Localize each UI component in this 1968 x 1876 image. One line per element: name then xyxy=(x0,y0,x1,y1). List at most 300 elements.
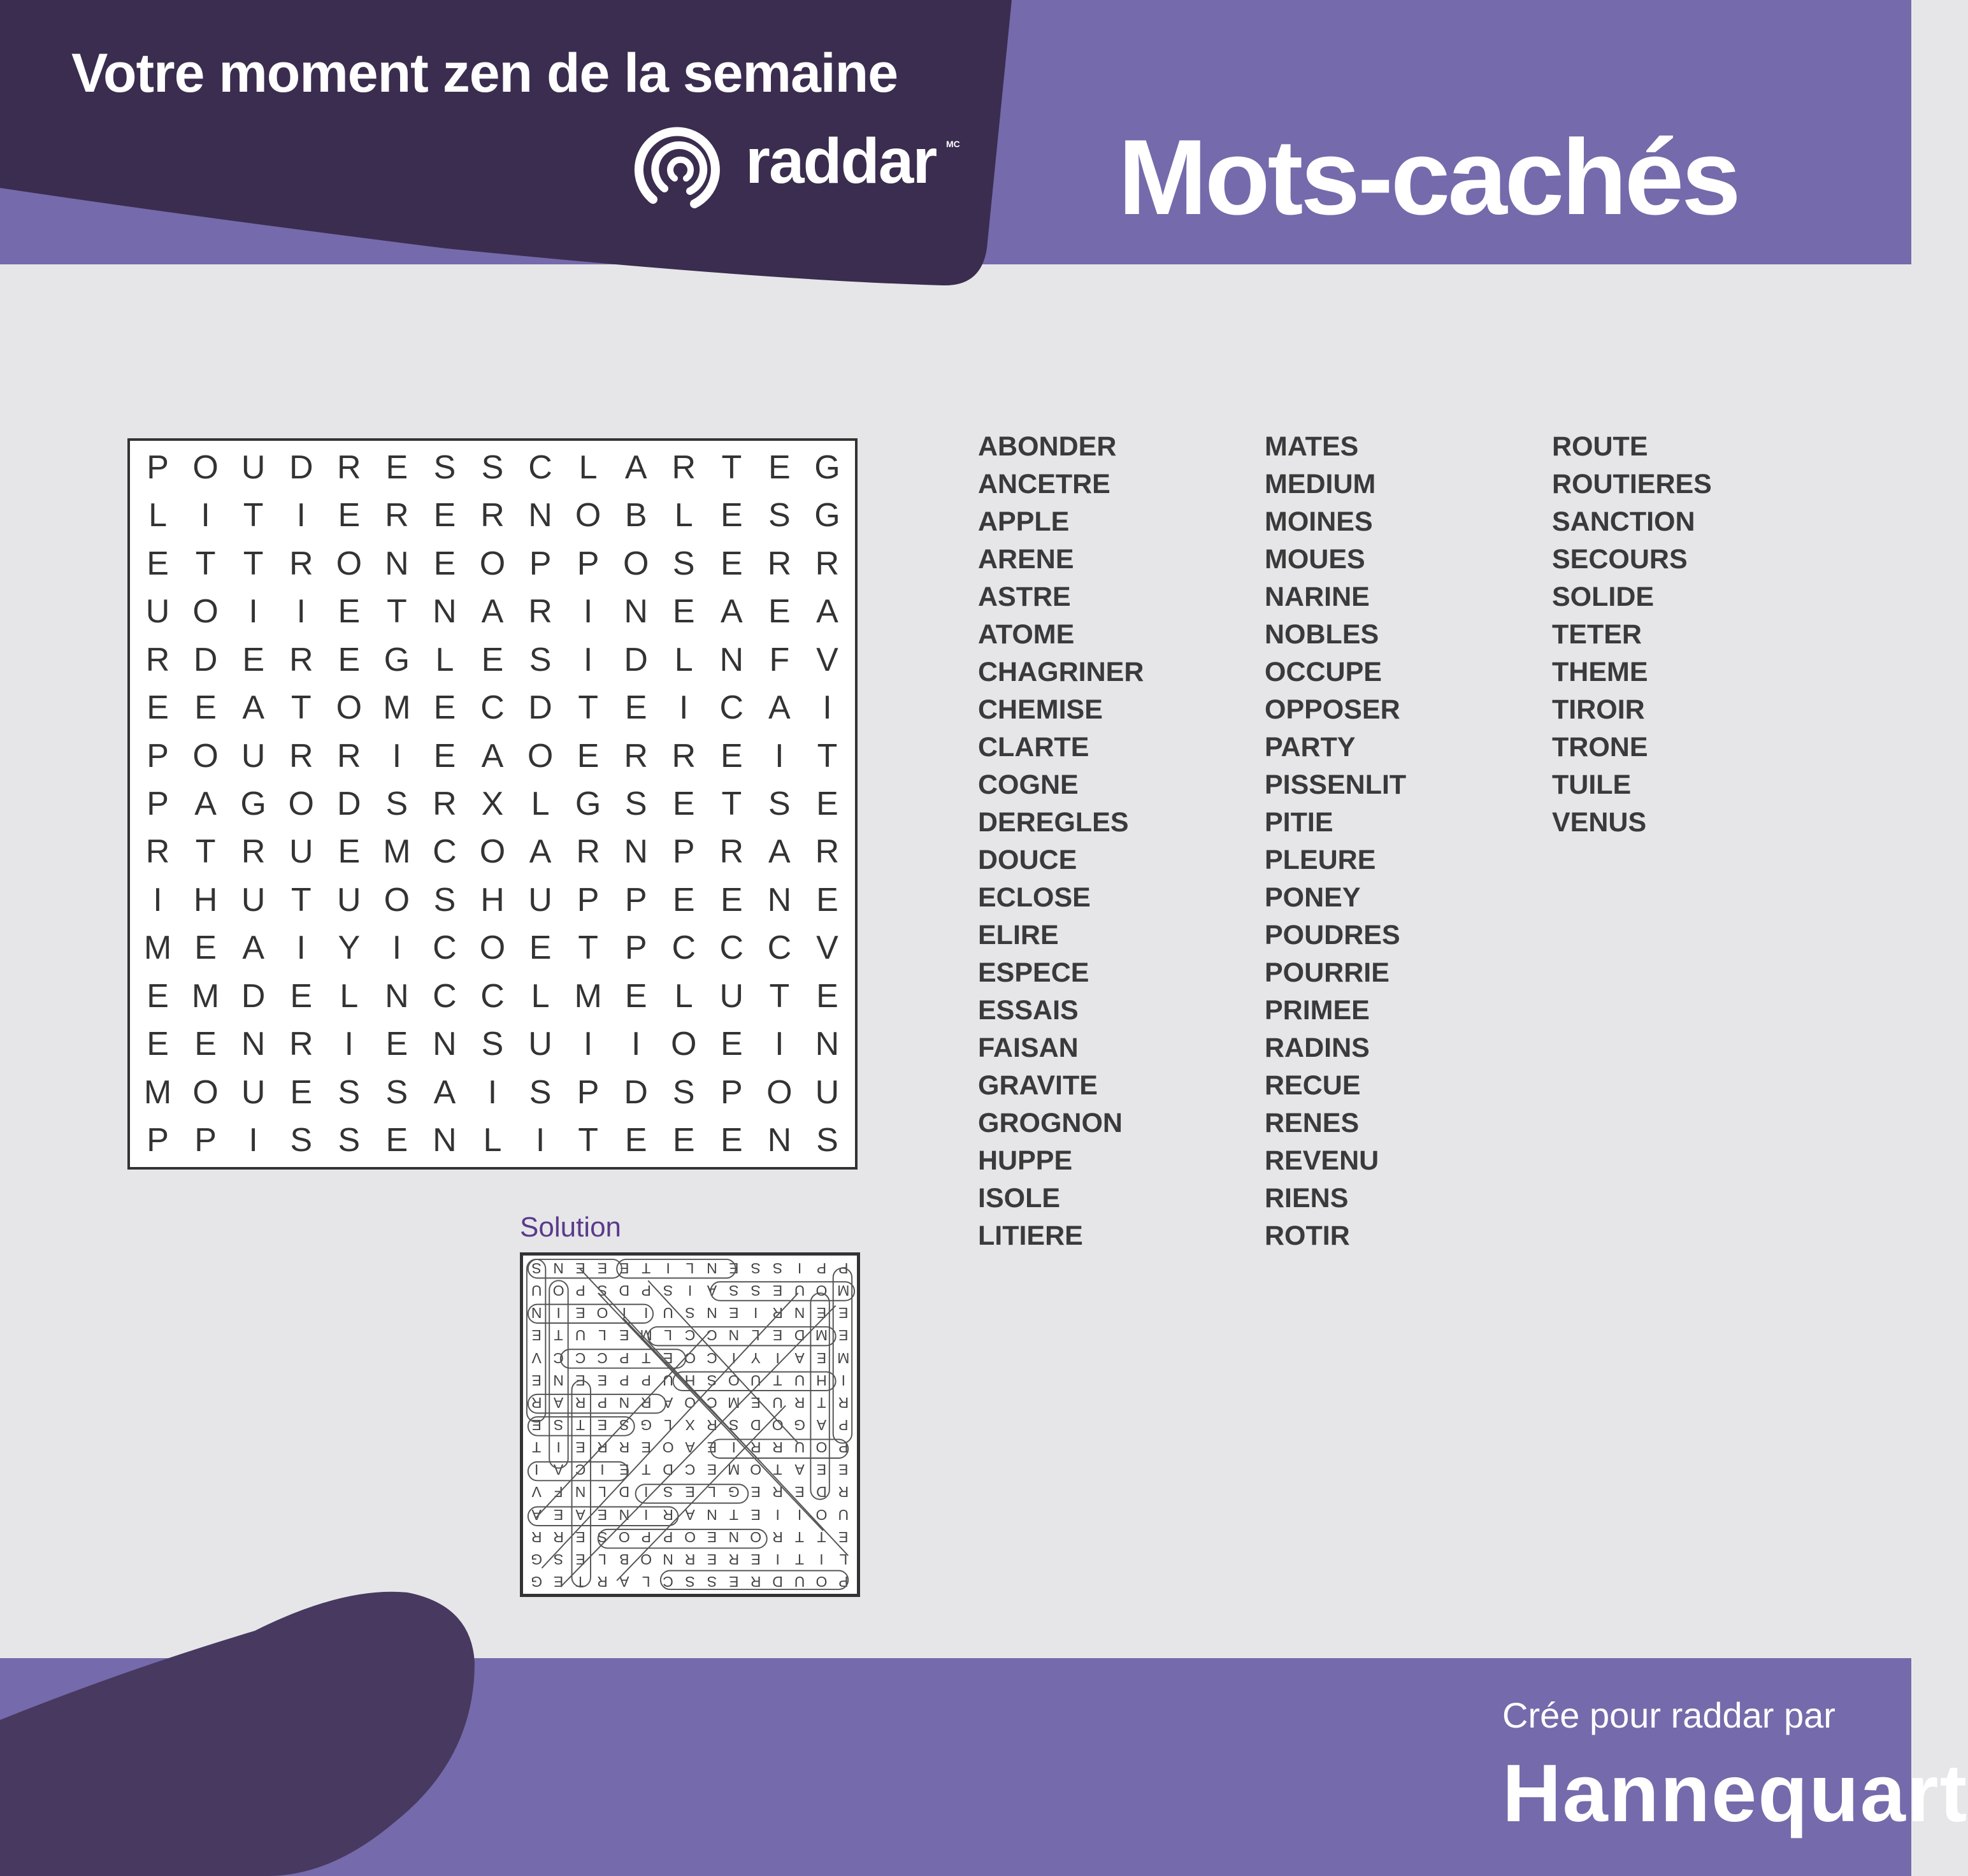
solution-cell: O xyxy=(815,1439,828,1456)
grid-cell[interactable]: O xyxy=(575,497,601,534)
grid-cell[interactable]: E xyxy=(147,977,169,1015)
grid-cell[interactable]: R xyxy=(289,545,313,582)
grid-cell[interactable]: T xyxy=(195,833,216,871)
grid-cell[interactable]: O xyxy=(192,593,219,631)
grid-cell[interactable]: F xyxy=(769,641,790,678)
solution-cell: A xyxy=(553,1394,564,1411)
grid-cell[interactable]: R xyxy=(241,833,266,871)
solution-cell: L xyxy=(642,1573,650,1590)
grid-cell[interactable]: A xyxy=(768,833,791,871)
solution-cell: E xyxy=(597,1371,608,1389)
grid-cell[interactable]: O xyxy=(288,785,314,822)
solution-cell: O xyxy=(750,1528,762,1545)
solution-cell: H xyxy=(684,1371,696,1389)
grid-cell[interactable]: R xyxy=(672,737,696,775)
solution-cell: G xyxy=(640,1417,652,1434)
grid-cell[interactable]: U xyxy=(815,1073,840,1111)
solution-cell: T xyxy=(554,1327,563,1344)
solution-cell: I xyxy=(841,1371,845,1389)
grid-cell[interactable]: I xyxy=(296,929,306,967)
grid-cell[interactable]: P xyxy=(672,833,695,871)
grid-cell[interactable]: T xyxy=(721,785,742,822)
grid-cell[interactable]: I xyxy=(248,593,258,631)
solution-cell: I xyxy=(775,1506,780,1523)
grid-cell[interactable]: M xyxy=(143,1073,172,1111)
solution-cell: T xyxy=(575,1417,585,1434)
grid-cell[interactable]: I xyxy=(822,689,832,727)
grid-cell[interactable]: E xyxy=(720,737,743,775)
grid-cell[interactable]: E xyxy=(624,1122,647,1159)
grid-cell[interactable]: U xyxy=(241,737,266,775)
grid-cell[interactable]: E xyxy=(385,1026,408,1063)
grid-cell[interactable]: R xyxy=(815,833,840,871)
solution-cell: R xyxy=(772,1305,783,1322)
grid-cell[interactable]: S xyxy=(768,497,791,534)
grid-cell[interactable]: A xyxy=(433,1073,456,1111)
grid-cell[interactable]: T xyxy=(291,881,312,919)
grid-cell[interactable]: E xyxy=(720,1122,743,1159)
grid-cell[interactable]: D xyxy=(528,689,552,727)
grid-cell[interactable]: L xyxy=(483,1122,502,1159)
word-item: ECLOSE xyxy=(978,882,1091,913)
grid-cell[interactable]: I xyxy=(392,737,402,775)
grid-cell[interactable]: G xyxy=(575,785,601,822)
solution-cell: C xyxy=(707,1349,717,1366)
grid-cell[interactable]: N xyxy=(624,593,648,631)
grid-cell[interactable]: T xyxy=(195,545,216,582)
solution-cell: U xyxy=(794,1282,805,1300)
grid-cell[interactable]: E xyxy=(720,497,743,534)
grid-cell[interactable]: E xyxy=(433,689,456,727)
grid-cell[interactable]: A xyxy=(242,689,264,727)
grid-cell[interactable]: S xyxy=(672,1073,695,1111)
word-item: ATOME xyxy=(978,619,1075,650)
grid-cell[interactable]: P xyxy=(147,1122,169,1159)
grid-cell[interactable]: V xyxy=(816,929,838,967)
grid-cell[interactable]: A xyxy=(529,833,552,871)
grid-cell[interactable]: R xyxy=(624,737,648,775)
tagline: Votre moment zen de la semaine xyxy=(71,43,898,104)
grid-cell[interactable]: R xyxy=(289,1026,313,1063)
grid-cell[interactable]: O xyxy=(479,833,506,871)
grid-cell[interactable]: R xyxy=(480,497,505,534)
grid-cell[interactable]: E xyxy=(720,545,743,582)
grid-cell[interactable]: E xyxy=(624,977,647,1015)
grid-cell[interactable]: P xyxy=(147,785,169,822)
solution-cell: I xyxy=(644,1484,649,1501)
grid-cell[interactable]: E xyxy=(147,1026,169,1063)
solution-cell: S xyxy=(597,1528,608,1545)
grid-cell[interactable]: D xyxy=(289,448,313,486)
solution-cell: A xyxy=(663,1394,673,1411)
grid-cell[interactable]: U xyxy=(241,1073,266,1111)
grid-cell[interactable]: L xyxy=(435,641,454,678)
grid-cell[interactable]: C xyxy=(719,689,744,727)
solution-cell: N xyxy=(575,1484,586,1501)
grid-cell[interactable]: H xyxy=(193,881,218,919)
grid-cell[interactable]: I xyxy=(201,497,210,534)
solution-cell: A xyxy=(707,1282,717,1300)
grid-cell[interactable]: N xyxy=(767,1122,792,1159)
solution-cell: S xyxy=(685,1573,695,1590)
grid-cell[interactable]: E xyxy=(816,977,838,1015)
grid-cell[interactable]: L xyxy=(674,641,693,678)
grid-cell[interactable]: T xyxy=(769,977,790,1015)
word-search-grid[interactable] xyxy=(127,438,858,1170)
solution-cell: T xyxy=(729,1506,738,1523)
solution-cell: C xyxy=(707,1394,717,1411)
grid-cell[interactable]: D xyxy=(624,1073,648,1111)
grid-cell[interactable]: C xyxy=(672,929,696,967)
grid-cell[interactable]: R xyxy=(719,833,744,871)
grid-cell[interactable]: E xyxy=(194,929,217,967)
grid-cell[interactable]: O xyxy=(527,737,554,775)
grid-cell[interactable]: O xyxy=(479,545,506,582)
grid-cell[interactable]: H xyxy=(480,881,505,919)
solution-cell: I xyxy=(644,1506,649,1523)
grid-cell[interactable]: E xyxy=(720,881,743,919)
grid-cell[interactable]: P xyxy=(577,1073,600,1111)
grid-cell[interactable]: C xyxy=(480,689,505,727)
grid-cell[interactable]: S xyxy=(338,1122,361,1159)
grid-cell[interactable]: G xyxy=(384,641,410,678)
grid-cell[interactable]: R xyxy=(767,545,792,582)
grid-cell[interactable]: S xyxy=(481,1026,504,1063)
solution-cell: X xyxy=(685,1417,695,1434)
grid-cell[interactable]: P xyxy=(577,545,600,582)
solution-cell: E xyxy=(553,1506,564,1523)
grid-cell[interactable]: N xyxy=(815,1026,840,1063)
grid-cell[interactable]: N xyxy=(528,497,552,534)
grid-cell[interactable]: S xyxy=(624,785,647,822)
solution-cell: S xyxy=(553,1417,564,1434)
solution-cell: D xyxy=(750,1417,761,1434)
grid-cell[interactable]: A xyxy=(194,785,217,822)
solution-cell: S xyxy=(663,1484,673,1501)
word-item: RENES xyxy=(1265,1108,1360,1138)
word-item: ESPECE xyxy=(978,957,1089,988)
grid-cell[interactable]: E xyxy=(338,593,361,631)
solution-cell: I xyxy=(600,1461,605,1479)
grid-cell[interactable]: I xyxy=(296,497,306,534)
grid-cell[interactable]: R xyxy=(433,785,457,822)
solution-cell: U xyxy=(772,1394,783,1411)
grid-cell[interactable]: O xyxy=(766,1073,793,1111)
grid-cell[interactable]: N xyxy=(433,593,457,631)
grid-cell[interactable]: E xyxy=(385,1122,408,1159)
grid-cell[interactable]: T xyxy=(386,593,407,631)
word-item: CLARTE xyxy=(978,732,1089,763)
grid-cell[interactable]: S xyxy=(385,785,408,822)
grid-cell[interactable]: E xyxy=(672,881,695,919)
grid-cell[interactable]: R xyxy=(815,545,840,582)
grid-cell[interactable]: X xyxy=(481,785,504,822)
grid-cell[interactable]: U xyxy=(241,448,266,486)
solution-cell: P xyxy=(838,1417,849,1434)
grid-cell[interactable]: G xyxy=(814,497,840,534)
grid-cell[interactable]: A xyxy=(242,929,264,967)
grid-cell[interactable]: D xyxy=(337,785,361,822)
solution-cell: P xyxy=(816,1260,827,1277)
grid-cell[interactable]: E xyxy=(338,833,361,871)
grid-cell[interactable]: C xyxy=(767,929,792,967)
grid-cell[interactable]: O xyxy=(622,545,649,582)
grid-cell[interactable]: M xyxy=(143,929,172,967)
solution-cell: T xyxy=(642,1260,651,1277)
grid-cell[interactable]: T xyxy=(578,1122,598,1159)
grid-cell[interactable]: N xyxy=(433,1026,457,1063)
grid-cell[interactable]: C xyxy=(480,977,505,1015)
solution-cell: T xyxy=(773,1461,782,1479)
grid-cell[interactable]: R xyxy=(145,833,170,871)
grid-cell[interactable]: T xyxy=(817,737,838,775)
grid-cell[interactable]: A xyxy=(624,448,647,486)
grid-cell[interactable]: C xyxy=(719,929,744,967)
grid-cell[interactable]: M xyxy=(383,689,411,727)
grid-cell[interactable]: S xyxy=(768,785,791,822)
grid-cell[interactable]: S xyxy=(290,1122,313,1159)
grid-cell[interactable]: I xyxy=(679,689,689,727)
grid-cell[interactable]: P xyxy=(577,881,600,919)
grid-cell[interactable]: A xyxy=(768,689,791,727)
grid-cell[interactable]: C xyxy=(528,448,552,486)
grid-cell[interactable]: L xyxy=(531,977,550,1015)
grid-cell[interactable]: U xyxy=(337,881,361,919)
grid-cell[interactable]: C xyxy=(433,833,457,871)
grid-cell[interactable]: P xyxy=(194,1122,217,1159)
solution-cell: S xyxy=(751,1260,761,1277)
grid-cell[interactable]: O xyxy=(671,1026,697,1063)
grid-cell[interactable]: S xyxy=(529,641,552,678)
grid-cell[interactable]: E xyxy=(816,785,838,822)
grid-cell[interactable]: L xyxy=(531,785,550,822)
grid-cell[interactable]: S xyxy=(385,1073,408,1111)
grid-cell[interactable]: A xyxy=(481,737,504,775)
grid-cell[interactable]: O xyxy=(479,929,506,967)
solution-cell: C xyxy=(575,1461,586,1479)
grid-cell[interactable]: S xyxy=(433,881,456,919)
grid-cell[interactable]: C xyxy=(433,977,457,1015)
grid-cell[interactable]: S xyxy=(338,1073,361,1111)
grid-cell[interactable]: E xyxy=(672,593,695,631)
solution-cell: E xyxy=(597,1417,608,1434)
solution-cell: E xyxy=(685,1484,695,1501)
grid-cell[interactable]: N xyxy=(624,833,648,871)
grid-cell[interactable]: M xyxy=(383,833,411,871)
grid-cell[interactable]: I xyxy=(344,1026,354,1063)
grid-cell[interactable]: E xyxy=(577,737,600,775)
word-item: ROUTE xyxy=(1552,431,1648,462)
grid-cell[interactable]: E xyxy=(433,737,456,775)
solution-cell: R xyxy=(684,1550,696,1568)
grid-cell[interactable]: O xyxy=(192,1073,219,1111)
solution-cell: O xyxy=(552,1282,564,1300)
solution-cell: E xyxy=(816,1349,827,1366)
grid-cell[interactable]: R xyxy=(576,833,600,871)
grid-cell[interactable]: O xyxy=(192,448,219,486)
grid-cell[interactable]: I xyxy=(248,1122,258,1159)
grid-cell[interactable]: O xyxy=(192,737,219,775)
grid-cell[interactable]: E xyxy=(147,689,169,727)
grid-cell[interactable]: R xyxy=(337,448,361,486)
grid-cell[interactable]: O xyxy=(384,881,410,919)
solution-cell: S xyxy=(729,1282,739,1300)
grid-cell[interactable]: R xyxy=(385,497,409,534)
solution-cell: P xyxy=(575,1282,585,1300)
grid-cell[interactable]: I xyxy=(583,1026,593,1063)
grid-cell[interactable]: E xyxy=(290,977,313,1015)
grid-cell[interactable]: E xyxy=(194,689,217,727)
grid-cell[interactable]: G xyxy=(814,448,840,486)
grid-cell[interactable]: T xyxy=(578,689,598,727)
grid-cell[interactable]: N xyxy=(433,1122,457,1159)
grid-cell[interactable]: A xyxy=(816,593,838,631)
grid-cell[interactable]: T xyxy=(243,497,264,534)
solution-cell: I xyxy=(687,1282,693,1300)
grid-cell[interactable]: D xyxy=(241,977,266,1015)
grid-cell[interactable]: E xyxy=(147,545,169,582)
grid-cell[interactable]: E xyxy=(338,641,361,678)
solution-cell: I xyxy=(556,1439,561,1456)
grid-cell[interactable]: P xyxy=(147,448,169,486)
solution-cell: P xyxy=(838,1573,849,1590)
grid-cell[interactable]: D xyxy=(624,641,648,678)
grid-cell[interactable]: R xyxy=(528,593,552,631)
grid-cell[interactable]: R xyxy=(289,737,313,775)
grid-cell[interactable]: E xyxy=(672,1122,695,1159)
solution-cell: E xyxy=(838,1461,849,1479)
grid-cell[interactable]: I xyxy=(392,929,402,967)
grid-cell[interactable]: E xyxy=(529,929,552,967)
grid-cell[interactable]: E xyxy=(290,1073,313,1111)
grid-cell[interactable]: E xyxy=(433,497,456,534)
grid-cell[interactable]: E xyxy=(433,545,456,582)
grid-cell[interactable]: E xyxy=(338,497,361,534)
grid-cell[interactable]: S xyxy=(672,545,695,582)
solution-cell: O xyxy=(684,1349,696,1366)
word-item: GRAVITE xyxy=(978,1070,1098,1101)
word-item: CHEMISE xyxy=(978,694,1103,725)
grid-cell[interactable]: G xyxy=(240,785,266,822)
grid-cell[interactable]: U xyxy=(528,1026,552,1063)
grid-cell[interactable]: I xyxy=(775,737,784,775)
grid-cell[interactable]: O xyxy=(336,545,363,582)
grid-cell[interactable]: N xyxy=(719,641,744,678)
solution-cell: E xyxy=(531,1371,542,1389)
grid-cell[interactable]: E xyxy=(672,785,695,822)
grid-cell[interactable]: V xyxy=(816,641,838,678)
grid-cell[interactable]: U xyxy=(241,881,266,919)
grid-cell[interactable]: N xyxy=(241,1026,266,1063)
solution-cell: E xyxy=(838,1305,849,1322)
solution-cell: E xyxy=(575,1371,585,1389)
grid-cell[interactable]: D xyxy=(193,641,218,678)
grid-cell[interactable]: R xyxy=(672,448,696,486)
grid-cell[interactable]: M xyxy=(191,977,220,1015)
grid-cell[interactable]: B xyxy=(624,497,647,534)
solution-cell: R xyxy=(772,1484,783,1501)
grid-cell[interactable]: T xyxy=(578,929,598,967)
word-item: OCCUPE xyxy=(1265,657,1382,687)
solution-cell: R xyxy=(750,1573,761,1590)
grid-cell[interactable]: I xyxy=(153,881,162,919)
grid-cell[interactable]: E xyxy=(242,641,264,678)
grid-cell[interactable]: I xyxy=(631,1026,641,1063)
grid-cell[interactable]: L xyxy=(578,448,598,486)
grid-cell[interactable]: C xyxy=(433,929,457,967)
solution-cell: U xyxy=(838,1506,849,1523)
grid-cell[interactable]: E xyxy=(768,593,791,631)
grid-cell[interactable]: T xyxy=(243,545,264,582)
grid-cell[interactable]: A xyxy=(481,593,504,631)
grid-cell[interactable]: T xyxy=(291,689,312,727)
grid-cell[interactable]: R xyxy=(145,641,170,678)
grid-cell[interactable]: O xyxy=(336,689,363,727)
grid-cell[interactable]: I xyxy=(583,593,593,631)
grid-cell[interactable]: A xyxy=(720,593,743,631)
grid-cell[interactable]: T xyxy=(721,448,742,486)
grid-cell[interactable]: I xyxy=(583,641,593,678)
solution-cell: D xyxy=(619,1282,630,1300)
grid-cell[interactable]: L xyxy=(148,497,167,534)
grid-cell[interactable]: I xyxy=(535,1122,545,1159)
solution-cell: T xyxy=(817,1394,826,1411)
solution-cell: E xyxy=(729,1573,739,1590)
grid-cell[interactable]: U xyxy=(289,833,313,871)
raddar-logo xyxy=(634,120,965,215)
grid-cell[interactable]: E xyxy=(768,448,791,486)
grid-cell[interactable]: L xyxy=(340,977,359,1015)
grid-cell[interactable]: E xyxy=(624,689,647,727)
grid-cell[interactable]: I xyxy=(296,593,306,631)
grid-cell[interactable]: P xyxy=(147,737,169,775)
grid-cell[interactable]: Y xyxy=(338,929,361,967)
solution-cell: S xyxy=(685,1305,695,1322)
grid-cell[interactable]: U xyxy=(145,593,170,631)
grid-cell[interactable]: M xyxy=(574,977,602,1015)
grid-cell[interactable]: N xyxy=(385,977,409,1015)
grid-cell[interactable]: S xyxy=(433,448,456,486)
grid-cell[interactable]: R xyxy=(289,641,313,678)
grid-cell[interactable]: U xyxy=(719,977,744,1015)
grid-cell[interactable]: E xyxy=(816,881,838,919)
grid-cell[interactable]: P xyxy=(529,545,552,582)
grid-cell[interactable]: E xyxy=(720,1026,743,1063)
solution-cell: E xyxy=(641,1439,651,1456)
solution-cell: S xyxy=(707,1371,717,1389)
grid-cell[interactable]: S xyxy=(481,448,504,486)
grid-cell[interactable]: I xyxy=(775,1026,784,1063)
grid-cell[interactable]: E xyxy=(194,1026,217,1063)
grid-cell[interactable]: L xyxy=(674,977,693,1015)
grid-cell[interactable]: R xyxy=(337,737,361,775)
solution-cell: N xyxy=(619,1506,630,1523)
grid-cell[interactable]: P xyxy=(624,881,647,919)
solution-cell: T xyxy=(773,1371,782,1389)
grid-cell[interactable]: U xyxy=(528,881,552,919)
grid-cell[interactable]: E xyxy=(385,448,408,486)
grid-cell[interactable]: L xyxy=(674,497,693,534)
grid-cell[interactable]: S xyxy=(529,1073,552,1111)
grid-cell[interactable]: N xyxy=(767,881,792,919)
grid-cell[interactable]: S xyxy=(816,1122,838,1159)
grid-cell[interactable]: E xyxy=(481,641,504,678)
grid-cell[interactable]: P xyxy=(624,929,647,967)
solution-cell: S xyxy=(553,1550,564,1568)
grid-cell[interactable]: I xyxy=(487,1073,498,1111)
grid-cell[interactable]: N xyxy=(385,545,409,582)
grid-cell[interactable]: P xyxy=(720,1073,743,1111)
